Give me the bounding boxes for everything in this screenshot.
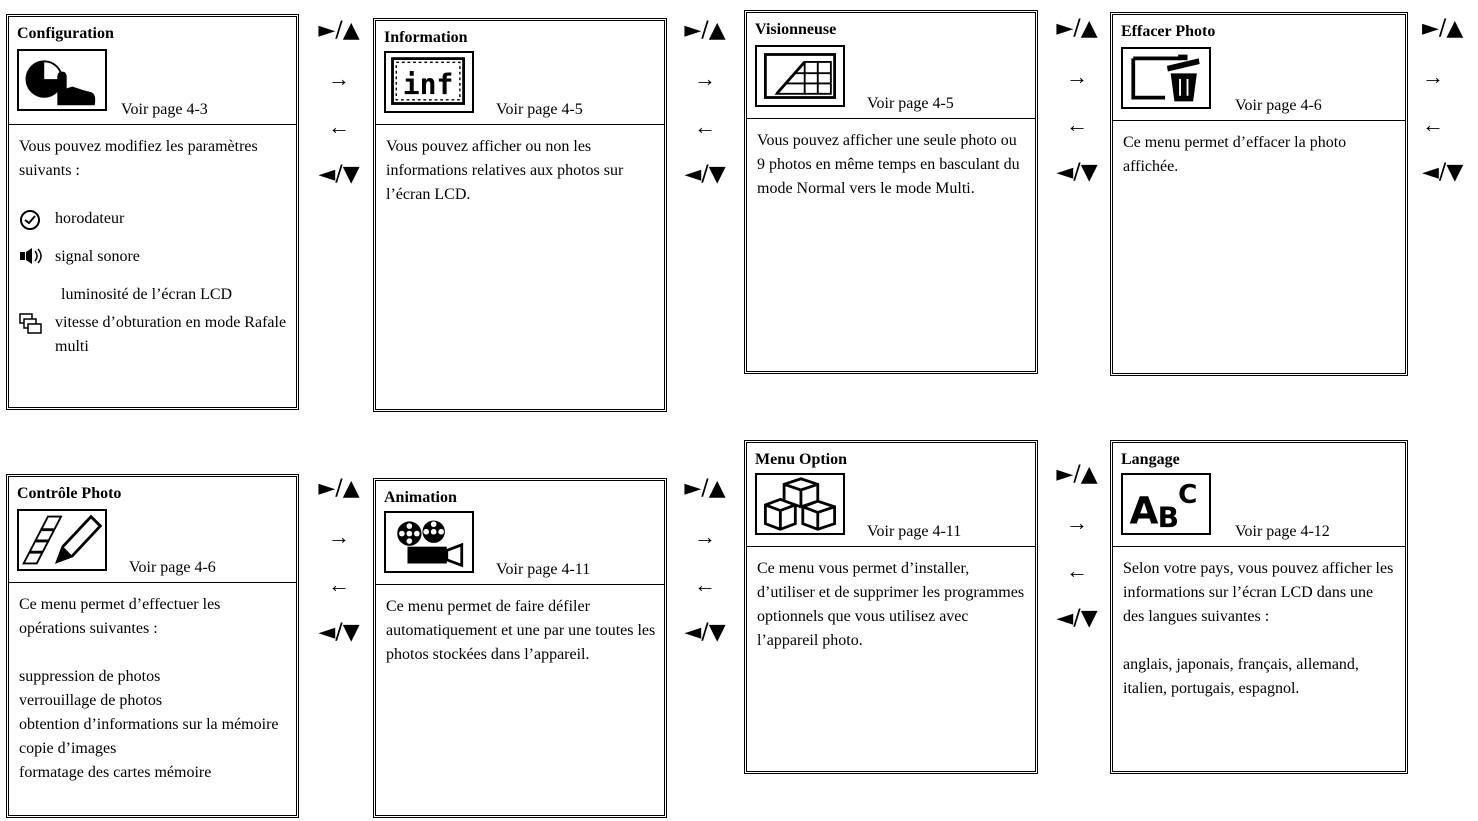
left-arrow-icon: ←: [328, 572, 350, 597]
next-up-arrow-icon: ►/▲: [684, 18, 726, 43]
card-body: [376, 125, 664, 207]
card-title: Effacer Photo: [1121, 23, 1216, 40]
card-header: [376, 481, 664, 585]
right-arrow-icon: →: [1066, 64, 1088, 89]
trash-icon: [1121, 47, 1211, 109]
nav-arrows: [1054, 462, 1100, 632]
nav-arrows: [1054, 16, 1100, 186]
card-title: Visionneuse: [755, 21, 837, 38]
card-title: Contrôle Photo: [17, 485, 122, 502]
right-arrow-icon: →: [328, 66, 350, 91]
info-icon: [384, 51, 474, 113]
card-title: Configuration: [17, 25, 114, 42]
card-header: [1113, 443, 1405, 547]
list-item: obtention d’informations sur la mémoire: [19, 716, 279, 733]
card-menu-option: [744, 440, 1038, 774]
viewer-grid-icon: [755, 45, 845, 107]
setting-label: vitesse d’obturation en mode Rafale multi: [55, 314, 287, 355]
nav-arrows: [682, 18, 728, 188]
card-body: [9, 125, 296, 359]
languages-list: anglais, japonais, français, allemand, italien, portugais, espagnol.: [1123, 656, 1359, 697]
setting-label: luminosité de l’écran LCD: [61, 286, 233, 303]
right-arrow-icon: →: [694, 524, 716, 549]
left-arrow-icon: ←: [694, 114, 716, 139]
card-visionneuse: [744, 10, 1038, 374]
next-up-arrow-icon: ►/▲: [1056, 16, 1098, 41]
left-arrow-icon: ←: [694, 572, 716, 597]
page-reference: Voir page 4-3: [121, 101, 208, 118]
card-header: [9, 17, 296, 125]
prev-down-arrow-icon: ◄/▼: [318, 162, 360, 187]
page-reference: Voir page 4-5: [867, 95, 954, 112]
card-description: Vous pouvez afficher une seule photo ou 9 photos en même temps en basculant du mode Normal vers le mode Multi.: [757, 132, 1020, 197]
card-header: [747, 443, 1035, 547]
list-item: suppression de photos: [19, 668, 161, 685]
card-header: [376, 21, 664, 125]
prev-down-arrow-icon: ◄/▼: [1056, 606, 1098, 631]
card-description: Ce menu vous permet d’installer, d’utiliser et de supprimer les programmes optionnels que vous utilisez avec l’appareil photo.: [757, 560, 1025, 649]
card-body: [747, 119, 1035, 201]
nav-arrows: [316, 476, 362, 646]
card-header: [9, 477, 296, 583]
next-up-arrow-icon: ►/▲: [318, 18, 360, 43]
card-title: Menu Option: [755, 451, 848, 468]
page-reference: Voir page 4-6: [1235, 97, 1322, 114]
card-body: [1113, 121, 1405, 179]
abc-language-icon: [1121, 473, 1211, 535]
clock-icon: [19, 209, 41, 231]
card-animation: [373, 478, 667, 818]
list-item: copie d’images: [19, 740, 117, 757]
page-reference: Voir page 4-12: [1235, 523, 1330, 540]
page-reference: Voir page 4-11: [867, 523, 962, 540]
card-body: [9, 583, 296, 785]
list-item: formatage des cartes mémoire: [19, 764, 212, 781]
card-description: Vous pouvez modifiez les paramètres suivants :: [19, 138, 258, 179]
cubes-icon: [755, 473, 845, 535]
nav-arrows: [316, 18, 362, 188]
card-langage: [1110, 440, 1408, 774]
card-title: Langage: [1121, 451, 1180, 468]
burst-icon: [19, 313, 43, 335]
card-description: Ce menu permet d’effacer la photo affichée.: [1123, 134, 1347, 175]
next-up-arrow-icon: ►/▲: [1056, 462, 1098, 487]
next-up-arrow-icon: ►/▲: [318, 476, 360, 501]
list-item: [19, 207, 288, 231]
svg-text:C: C: [1178, 480, 1198, 511]
setting-label: horodateur: [55, 210, 125, 227]
projector-icon: [384, 511, 474, 573]
nav-arrows: [1422, 16, 1476, 186]
photo-edit-icon: [17, 509, 107, 571]
right-arrow-icon: →: [328, 524, 350, 549]
list-item: [19, 283, 288, 307]
page-reference: Voir page 4-5: [496, 101, 583, 118]
setting-label: signal sonore: [55, 248, 140, 265]
next-up-arrow-icon: ►/▲: [684, 476, 726, 501]
card-body: [747, 547, 1035, 653]
left-arrow-icon: ←: [1422, 112, 1444, 137]
card-description: Ce menu permet de faire défiler automatiquement et une par une toutes les photos stockées dans l’appareil.: [386, 598, 656, 663]
svg-text:A: A: [1129, 488, 1159, 533]
card-header: [747, 13, 1035, 119]
prev-down-arrow-icon: ◄/▼: [318, 620, 360, 645]
svg-text:B: B: [1157, 501, 1179, 533]
prev-down-arrow-icon: ◄/▼: [1056, 160, 1098, 185]
left-arrow-icon: ←: [1066, 558, 1088, 583]
prev-down-arrow-icon: ◄/▼: [1422, 160, 1464, 185]
card-description: Vous pouvez afficher ou non les informations relatives aux photos sur l’écran LCD.: [386, 138, 624, 203]
page-reference: Voir page 4-11: [496, 561, 591, 578]
card-information: [373, 18, 667, 412]
next-up-arrow-icon: ►/▲: [1422, 16, 1464, 41]
card-description: Ce menu permet d’effectuer les opérations suivantes :: [19, 596, 221, 637]
prev-down-arrow-icon: ◄/▼: [684, 620, 726, 645]
card-description: Selon votre pays, vous pouvez afficher les informations sur l’écran LCD dans une des langues suivantes :: [1123, 560, 1394, 625]
card-controle-photo: [6, 474, 299, 818]
operations-list: [19, 665, 288, 785]
left-arrow-icon: ←: [1066, 112, 1088, 137]
prev-down-arrow-icon: ◄/▼: [684, 162, 726, 187]
configuration-hand-icon: [17, 49, 107, 111]
right-arrow-icon: →: [694, 66, 716, 91]
speaker-icon: [19, 247, 47, 265]
card-title: Information: [384, 29, 468, 46]
list-item: [19, 245, 288, 269]
list-item: verrouillage de photos: [19, 692, 163, 709]
left-arrow-icon: ←: [328, 114, 350, 139]
card-title: Animation: [384, 489, 457, 506]
card-effacer-photo: [1110, 12, 1408, 376]
nav-arrows: [682, 476, 728, 646]
card-body: [376, 585, 664, 667]
right-arrow-icon: →: [1066, 510, 1088, 535]
right-arrow-icon: →: [1422, 64, 1444, 89]
card-body: [1113, 547, 1405, 701]
page-reference: Voir page 4-6: [129, 559, 216, 576]
icon-label: inf: [402, 68, 454, 102]
card-configuration: [6, 14, 299, 410]
list-item: [19, 311, 288, 359]
card-header: [1113, 15, 1405, 121]
